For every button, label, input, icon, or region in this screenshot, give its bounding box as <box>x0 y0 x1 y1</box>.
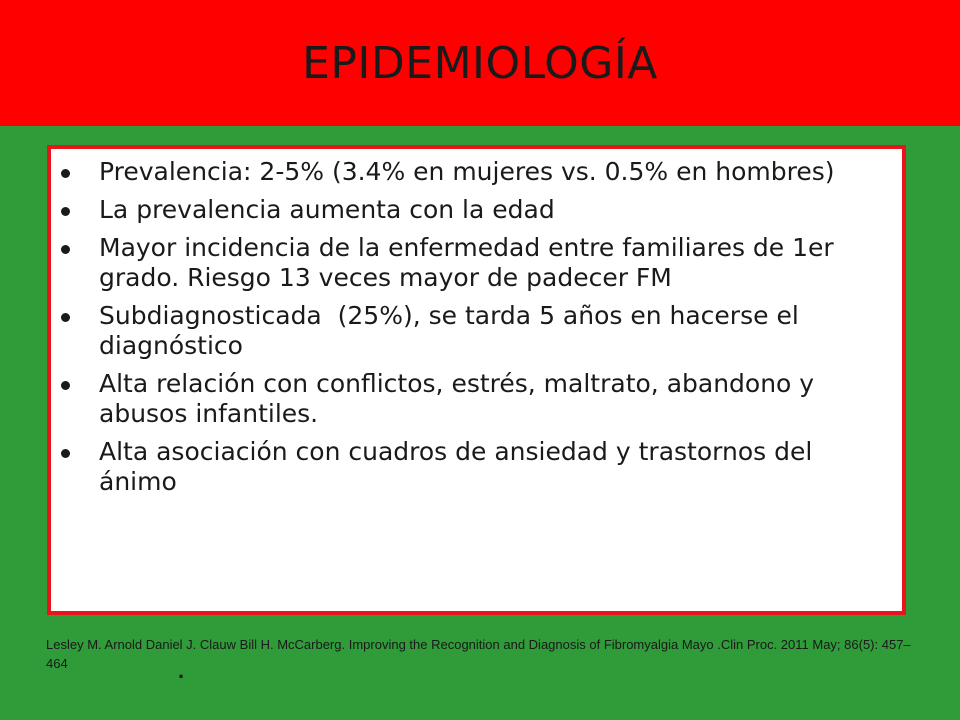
bullet-item <box>51 437 906 497</box>
bullet-item <box>51 301 906 361</box>
bullet-icon <box>61 313 70 322</box>
bullet-icon <box>61 245 70 254</box>
bullet-icon <box>61 169 70 178</box>
bullet-text: La prevalencia aumenta con la edad <box>99 195 555 224</box>
bullet-list <box>51 157 906 505</box>
bullet-text: Mayor incidencia de la enfermedad entre familiares de 1er grado. Riesgo 13 veces mayor de padecer FM <box>99 233 834 292</box>
bullet-item <box>51 369 906 429</box>
bullet-item <box>51 195 906 225</box>
citation-text: Lesley M. Arnold Daniel J. Clauw Bill H. McCarberg. Improving the Recognition and Diagnosis of Fibromyalgia Mayo .Clin Proc. 2011 May; 86(5): 457–464 <box>46 637 911 671</box>
slide-title: EPIDEMIOLOGÍA <box>302 38 658 89</box>
bullet-text: Alta asociación con cuadros de ansiedad y trastornos del ánimo <box>99 437 813 496</box>
content-box <box>47 145 906 615</box>
bullet-text: Prevalencia: 2-5% (3.4% en mujeres vs. 0.5% en hombres) <box>99 157 835 186</box>
bullet-icon <box>61 449 70 458</box>
trailing-period: . <box>178 658 185 683</box>
bullet-icon <box>61 381 70 390</box>
bullet-icon <box>61 207 70 216</box>
bullet-text: Subdiagnosticada (25%), se tarda 5 años en hacerse el diagnóstico <box>99 301 807 360</box>
bullet-item <box>51 157 906 187</box>
bullet-item <box>51 233 906 293</box>
bullet-text: Alta relación con conflictos, estrés, maltrato, abandono y abusos infantiles. <box>99 369 815 428</box>
